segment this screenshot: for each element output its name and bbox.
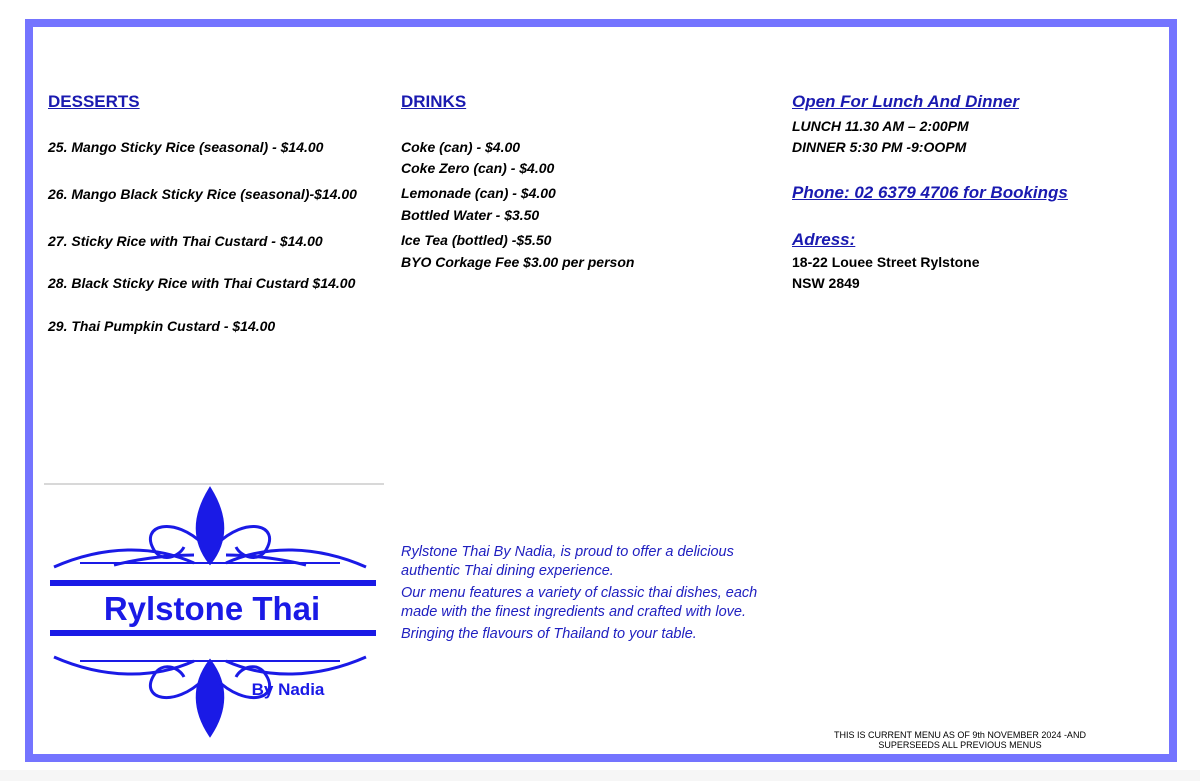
address-line: 18-22 Louee Street Rylstone (792, 254, 980, 270)
restaurant-blurb (401, 543, 761, 648)
hours-heading: Open For Lunch And Dinner (792, 92, 1019, 111)
dessert-item: 28. Black Sticky Rice with Thai Custard $14.00 (48, 275, 356, 291)
logo-byline: By Nadia (251, 680, 325, 699)
drinks-heading: DRINKS (401, 92, 467, 111)
page-bottom-strip (0, 770, 1200, 781)
address-line: NSW 2849 (792, 275, 860, 291)
dessert-item: 29. Thai Pumpkin Custard - $14.00 (48, 318, 276, 334)
logo-name: Rylstone Thai (103, 590, 321, 627)
drink-item: Lemonade (can) - $4.00 (401, 185, 556, 201)
blurb-paragraph: Rylstone Thai By Nadia, is proud to offer a delicious authentic Thai dining experience. (401, 544, 734, 579)
fleur-bottom-icon (197, 661, 223, 735)
dessert-item: 25. Mango Sticky Rice (seasonal) - $14.00 (48, 139, 324, 155)
footnote-line: THIS IS CURRENT MENU AS OF 9th NOVEMBER 2024 -AND (834, 730, 1086, 740)
desserts-heading: DESSERTS (48, 92, 140, 111)
desserts-section (48, 92, 140, 112)
address-heading: Adress: (792, 230, 856, 249)
footnote-line: SUPERSEEDS ALL PREVIOUS MENUS (878, 740, 1042, 750)
drinks-section (401, 92, 466, 112)
blurb-paragraph: Bringing the flavours of Thailand to your table. (401, 626, 697, 642)
drink-item: Bottled Water - $3.50 (401, 207, 540, 223)
blurb-paragraph: Our menu features a variety of classic thai dishes, each made with the finest ingredients and crafted with love. (401, 585, 758, 620)
dessert-item: 26. Mango Black Sticky Rice (seasonal)-$14.00 (48, 186, 357, 202)
drink-item: Coke Zero (can) - $4.00 (401, 160, 555, 176)
phone-booking: Phone: 02 6379 4706 for Bookings (792, 183, 1068, 202)
menu-footnote (800, 730, 1120, 750)
lunch-hours: LUNCH 11.30 AM – 2:00PM (792, 118, 969, 134)
fleur-top-icon (197, 489, 223, 563)
dessert-item: 27. Sticky Rice with Thai Custard - $14.00 (48, 233, 323, 249)
drink-item: Coke (can) - $4.00 (401, 139, 521, 155)
drink-item: BYO Corkage Fee $3.00 per person (401, 254, 635, 270)
drink-item: Ice Tea (bottled) -$5.50 (401, 232, 552, 248)
dinner-hours: DINNER 5:30 PM -9:OOPM (792, 139, 967, 155)
restaurant-logo (44, 485, 386, 741)
